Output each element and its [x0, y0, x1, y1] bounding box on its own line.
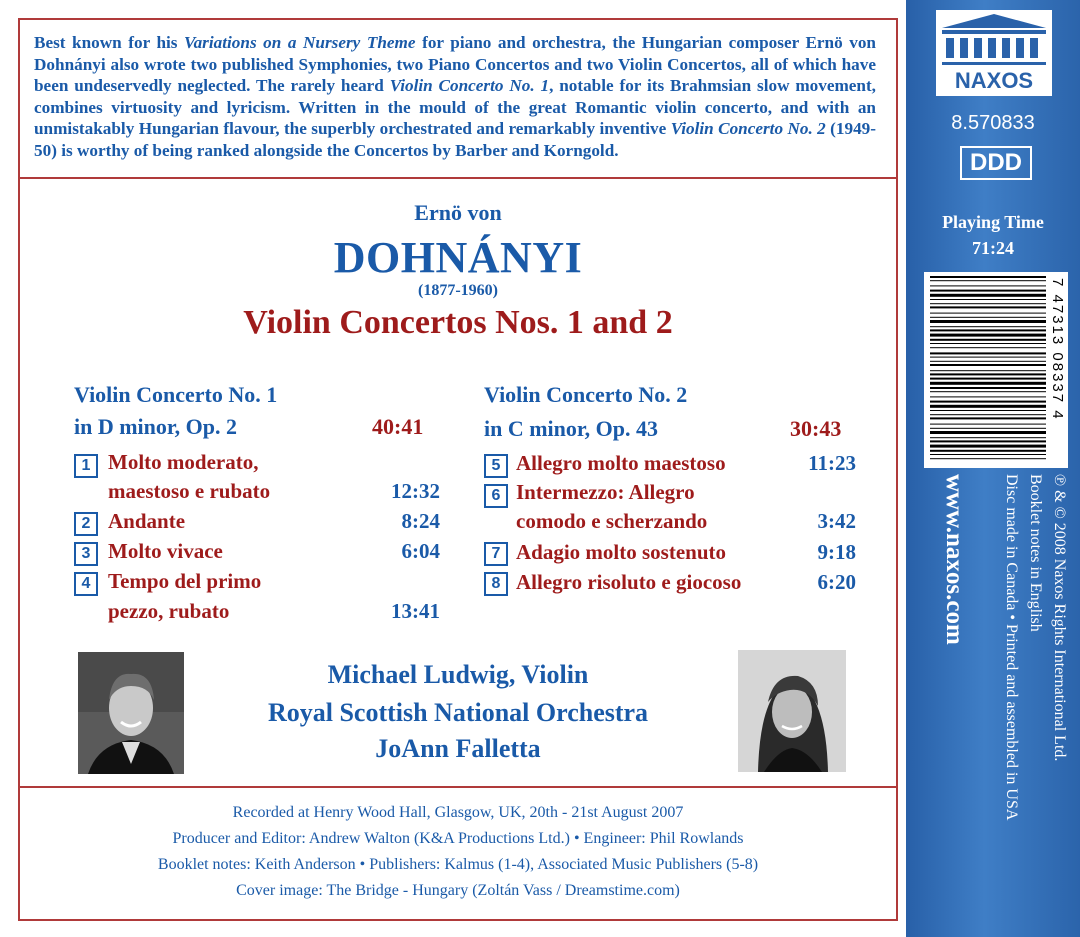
divider-bottom — [18, 786, 898, 788]
track-title: Andante — [108, 509, 186, 533]
barcode-bar — [930, 347, 1046, 348]
track-duration: 11:23 — [808, 451, 856, 475]
barcode-bar — [930, 280, 1046, 281]
barcode-bar — [930, 437, 1046, 438]
track-number: 2 — [74, 512, 98, 536]
barcode-bar — [930, 329, 1046, 331]
orchestra: Royal Scottish National Orchestra — [267, 698, 649, 727]
playing-time: 71:24 — [972, 238, 1014, 258]
track-number: 8 — [484, 572, 508, 596]
copyright: ℗ & © 2008 Naxos Rights International Ltd. — [1051, 474, 1068, 762]
track-title: Allegro risoluto e giocoso — [516, 570, 742, 594]
track-duration: 6:04 — [401, 539, 440, 563]
barcode-bar — [930, 450, 1046, 452]
barcode-bar — [930, 382, 1046, 385]
catalog-number: 8.570833 — [951, 112, 1035, 134]
barcode-bar — [930, 378, 1046, 380]
barcode-bar — [930, 306, 1046, 308]
work-2-title: Violin Concerto No. 2 — [484, 382, 688, 407]
barcode-bar — [930, 313, 1046, 314]
description-paragraph: Best known for his Variations on a Nursery Theme for piano and orchestra, the Hungarian composer Ernö von Dohnányi also wrote two published Symphonies, two Piano Concertos and two Violin Concertos, all of which have been undeservedly neglected. The rarely heard Violin Concerto No. 1, notable for its Brahmsian slow movement, combines virtuosity and lyricism. Written in the mould of the great Romantic violin concerto, and with an unmistakably Hungarian flavour, the superbly orchestrated and remarkably inventive Violin Concerto No. 2 (1949-50) is worthy of being ranked alongside the Concertos by Barber and Korngold. — [34, 33, 876, 160]
sidebar — [906, 0, 1080, 937]
work-1-key: in D minor, Op. 2 — [74, 414, 238, 439]
barcode-bar — [930, 299, 1046, 300]
credit-cover: Cover image: The Bridge - Hungary (Zoltán Vass / Dreamstime.com) — [236, 882, 680, 899]
naxos-logo — [934, 8, 1054, 98]
track-duration: 13:41 — [391, 599, 440, 623]
barcode-bar — [930, 320, 1046, 323]
track-number: 7 — [484, 542, 508, 566]
barcode-bar — [930, 326, 1046, 327]
barcode-bar — [930, 414, 1046, 415]
album-title: Violin Concertos Nos. 1 and 2 — [243, 304, 673, 341]
barcode-bar — [930, 431, 1046, 434]
track-number: 5 — [484, 454, 508, 478]
barcode-bar — [930, 396, 1046, 397]
track-duration: 8:24 — [401, 509, 440, 533]
track-title-cont: maestoso e rubato — [108, 479, 271, 503]
composer-name: DOHNÁNYI — [333, 233, 583, 282]
website-link[interactable]: www.naxos.com — [941, 474, 968, 645]
soloist: Michael Ludwig, Violin — [327, 660, 589, 689]
playing-time-label: Playing Time — [942, 212, 1044, 232]
barcode-bar — [930, 290, 1046, 292]
track-title-cont: comodo e scherzando — [516, 509, 708, 533]
track-duration: 12:32 — [391, 479, 440, 503]
naxos-logo-wordmark: NAXOS — [954, 68, 1034, 93]
track-title: Tempo del primo — [108, 569, 262, 593]
ddd-badge: DDD — [960, 146, 1032, 180]
barcode-bar — [930, 445, 1046, 448]
track-number: 6 — [484, 484, 508, 508]
barcode-bar — [930, 417, 1046, 419]
work-2-key: in C minor, Op. 43 — [484, 416, 659, 441]
barcode-bar — [930, 387, 1046, 389]
barcode-bar — [930, 352, 1046, 354]
track-number: 1 — [74, 454, 98, 478]
barcode-bar — [930, 428, 1046, 429]
credit-publishers: Booklet notes: Keith Anderson • Publishers: Kalmus (1-4), Associated Music Publishers (5-8) — [157, 856, 759, 873]
barcode-number: 7 47313 08337 4 — [1049, 278, 1066, 421]
barcode-bar — [930, 401, 1046, 403]
track-duration: 9:18 — [817, 540, 856, 564]
track-title: Adagio molto sostenuto — [516, 540, 727, 564]
barcode-bar — [930, 343, 1046, 344]
booklet-language: Booklet notes in English — [1027, 474, 1044, 632]
barcode-bar — [930, 357, 1046, 358]
track-duration: 6:20 — [817, 570, 856, 594]
barcode-bar — [930, 405, 1046, 408]
work-1-title: Violin Concerto No. 1 — [74, 382, 278, 407]
barcode-bar — [930, 373, 1046, 375]
track-title-cont: pezzo, rubato — [108, 599, 230, 623]
track-title: Allegro molto maestoso — [516, 451, 726, 475]
barcode-bar — [930, 294, 1046, 297]
barcode-bar — [930, 454, 1046, 455]
composer-dates: (1877-1960) — [418, 282, 498, 299]
track-title: Molto moderato, — [108, 450, 259, 474]
barcode-bar — [930, 424, 1046, 425]
credit-producer: Producer and Editor: Andrew Walton (K&A Productions Ltd.) • Engineer: Phil Rowlands — [172, 830, 744, 847]
manufacturing-info: Disc made in Canada • Printed and assembled in USA — [1003, 474, 1020, 821]
barcode-bar — [930, 276, 1046, 278]
barcode-bar — [930, 303, 1046, 304]
barcode-bar — [930, 370, 1046, 371]
barcode — [924, 272, 1068, 468]
barcode-bar — [930, 391, 1046, 392]
work-2-duration: 30:43 — [790, 416, 842, 441]
barcode-bar — [930, 361, 1046, 362]
barcode-bar — [930, 364, 1046, 366]
credits — [18, 800, 898, 904]
work-1-duration: 40:41 — [372, 414, 424, 439]
track-title: Intermezzo: Allegro — [516, 480, 695, 504]
track-number: 3 — [74, 542, 98, 566]
barcode-bar — [930, 317, 1046, 318]
track-number: 4 — [74, 572, 98, 596]
barcode-bar — [930, 339, 1046, 341]
track-duration: 3:42 — [817, 509, 856, 533]
track-title: Molto vivace — [108, 539, 223, 563]
divider-top — [18, 177, 898, 179]
credit-recording: Recorded at Henry Wood Hall, Glasgow, UK, 20th - 21st August 2007 — [232, 804, 684, 821]
composer-prefix: Ernö von — [414, 200, 502, 225]
conductor: JoAnn Falletta — [375, 734, 541, 763]
barcode-bar — [930, 440, 1046, 442]
barcode-bar — [930, 410, 1046, 411]
barcode-bar — [930, 458, 1046, 459]
barcode-bar — [930, 334, 1046, 337]
barcode-bar — [930, 285, 1046, 286]
